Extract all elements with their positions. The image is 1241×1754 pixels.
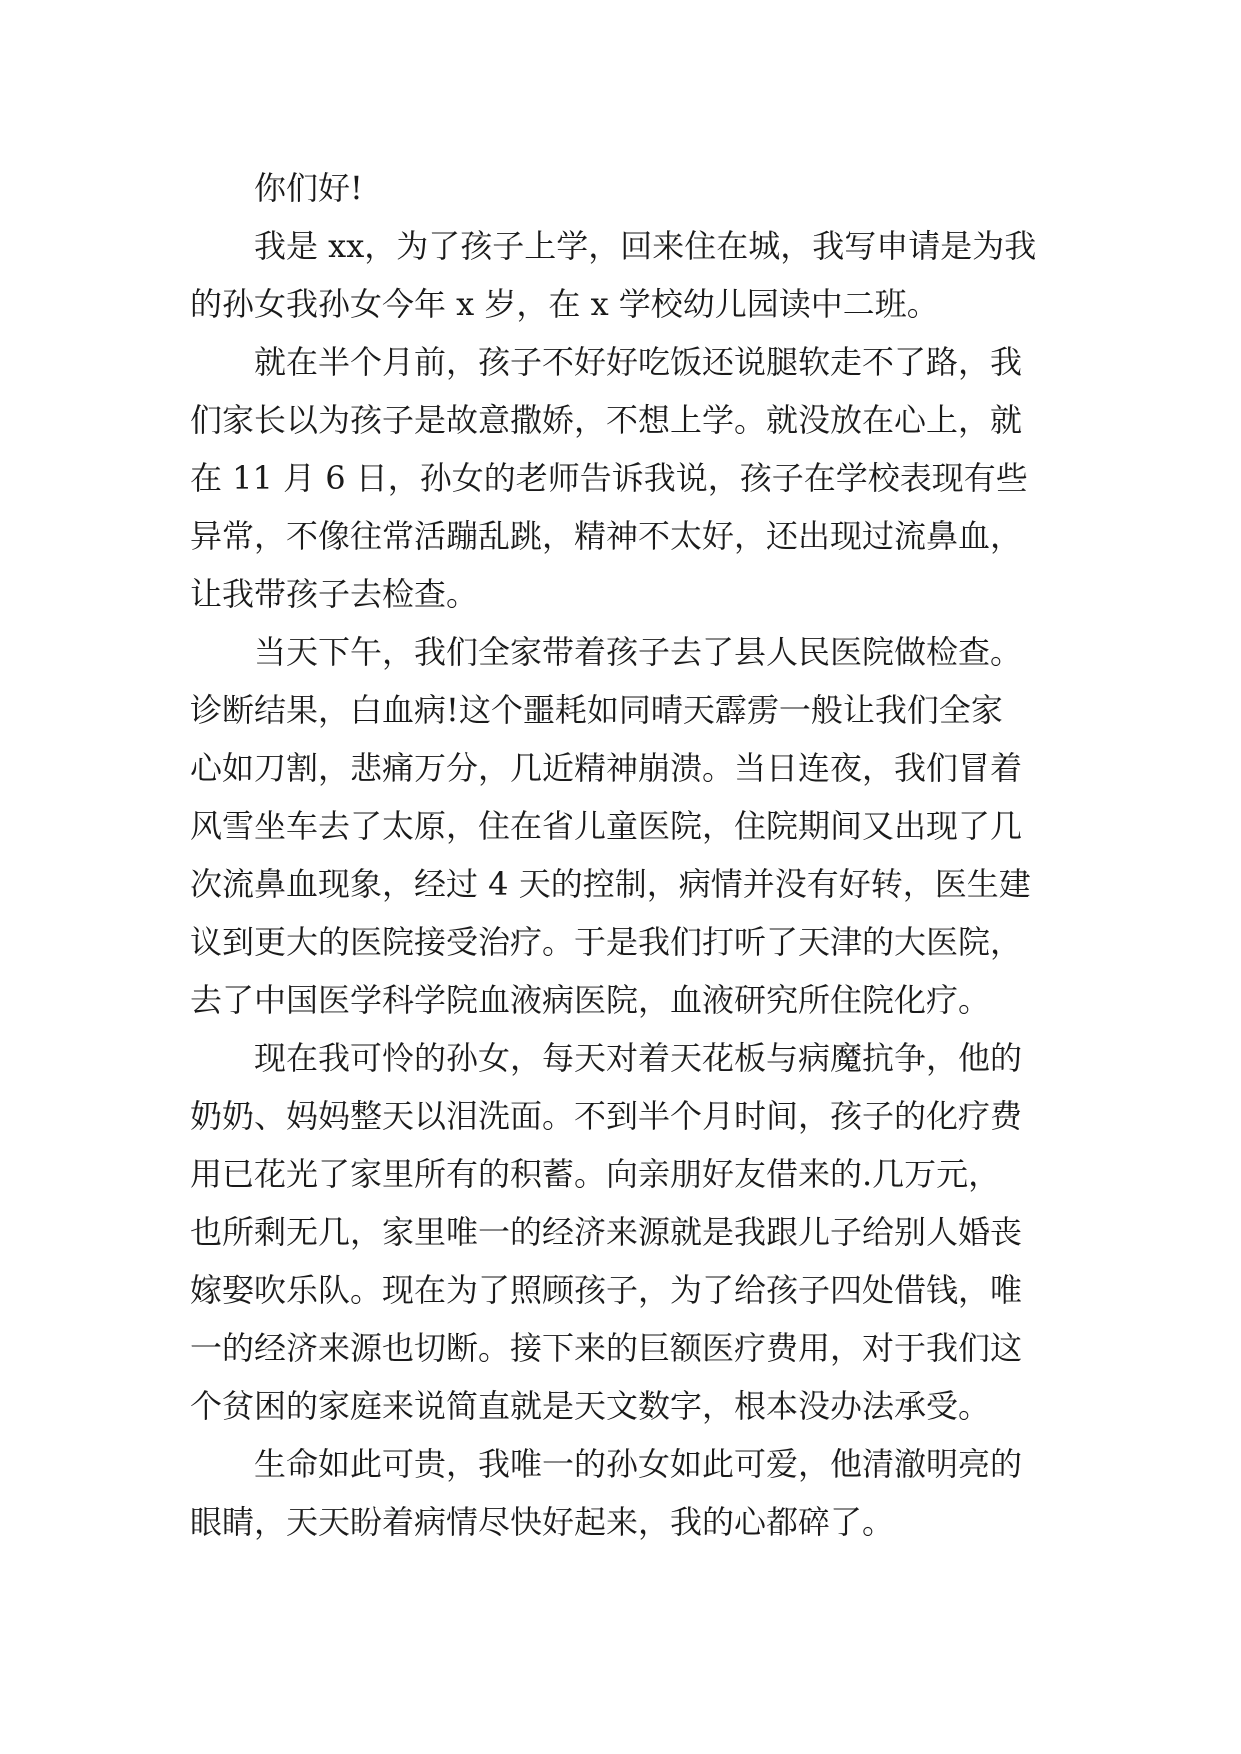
text-line: 们家长以为孩子是故意撒娇，不想上学。就没放在心上，就: [190, 401, 1023, 439]
text-line: 用已花光了家里所有的积蓄。向亲朋好友借来的.几万元，: [190, 1155, 1001, 1193]
text-line: 嫁娶吹乐队。现在为了照顾孩子，为了给孩子四处借钱，唯: [190, 1271, 1023, 1309]
text-line: 次流鼻血现象，经过 4 天的控制，病情并没有好转，医生建: [190, 865, 1031, 903]
text-line: 你们好!: [254, 169, 363, 207]
text-line: 奶奶、妈妈整天以泪洗面。不到半个月时间，孩子的化疗费: [190, 1097, 1023, 1135]
text-line: 让我带孩子去检查。: [190, 575, 479, 613]
text-line: 也所剩无几，家里唯一的经济来源就是我跟儿子给别人婚丧: [190, 1213, 1023, 1251]
text-line: 风雪坐车去了太原，住在省儿童医院，住院期间又出现了几: [190, 807, 1023, 845]
text-line: 议到更大的医院接受治疗。于是我们打听了天津的大医院，: [190, 923, 1023, 961]
text-line: 现在我可怜的孙女，每天对着天花板与病魔抗争，他的: [254, 1039, 1023, 1077]
text-line: 在 11 月 6 日，孙女的老师告诉我说，孩子在学校表现有些: [190, 459, 1028, 497]
text-line: 我是 xx，为了孩子上学，回来住在城，我写申请是为我: [254, 227, 1037, 265]
text-line: 眼睛，天天盼着病情尽快好起来，我的心都碎了。: [190, 1503, 895, 1541]
text-line: 诊断结果，白血病!这个噩耗如同晴天霹雳一般让我们全家: [190, 691, 1003, 729]
text-line: 当天下午，我们全家带着孩子去了县人民医院做检查。: [254, 633, 1023, 671]
text-line: 心如刀割，悲痛万分，几近精神崩溃。当日连夜，我们冒着: [190, 749, 1023, 787]
text-line: 生命如此可贵，我唯一的孙女如此可爱，他清澈明亮的: [254, 1445, 1023, 1483]
text-line: 的孙女我孙女今年 x 岁，在 x 学校幼儿园读中二班。: [190, 285, 939, 323]
text-line: 异常，不像往常活蹦乱跳，精神不太好，还出现过流鼻血，: [190, 517, 1023, 555]
text-line: 去了中国医学科学院血液病医院，血液研究所住院化疗。: [190, 981, 991, 1019]
text-line: 一的经济来源也切断。接下来的巨额医疗费用，对于我们这: [190, 1329, 1023, 1367]
text-line: 就在半个月前，孩子不好好吃饭还说腿软走不了路，我: [254, 343, 1023, 381]
text-line: 个贫困的家庭来说简直就是天文数字，根本没办法承受。: [190, 1387, 991, 1425]
